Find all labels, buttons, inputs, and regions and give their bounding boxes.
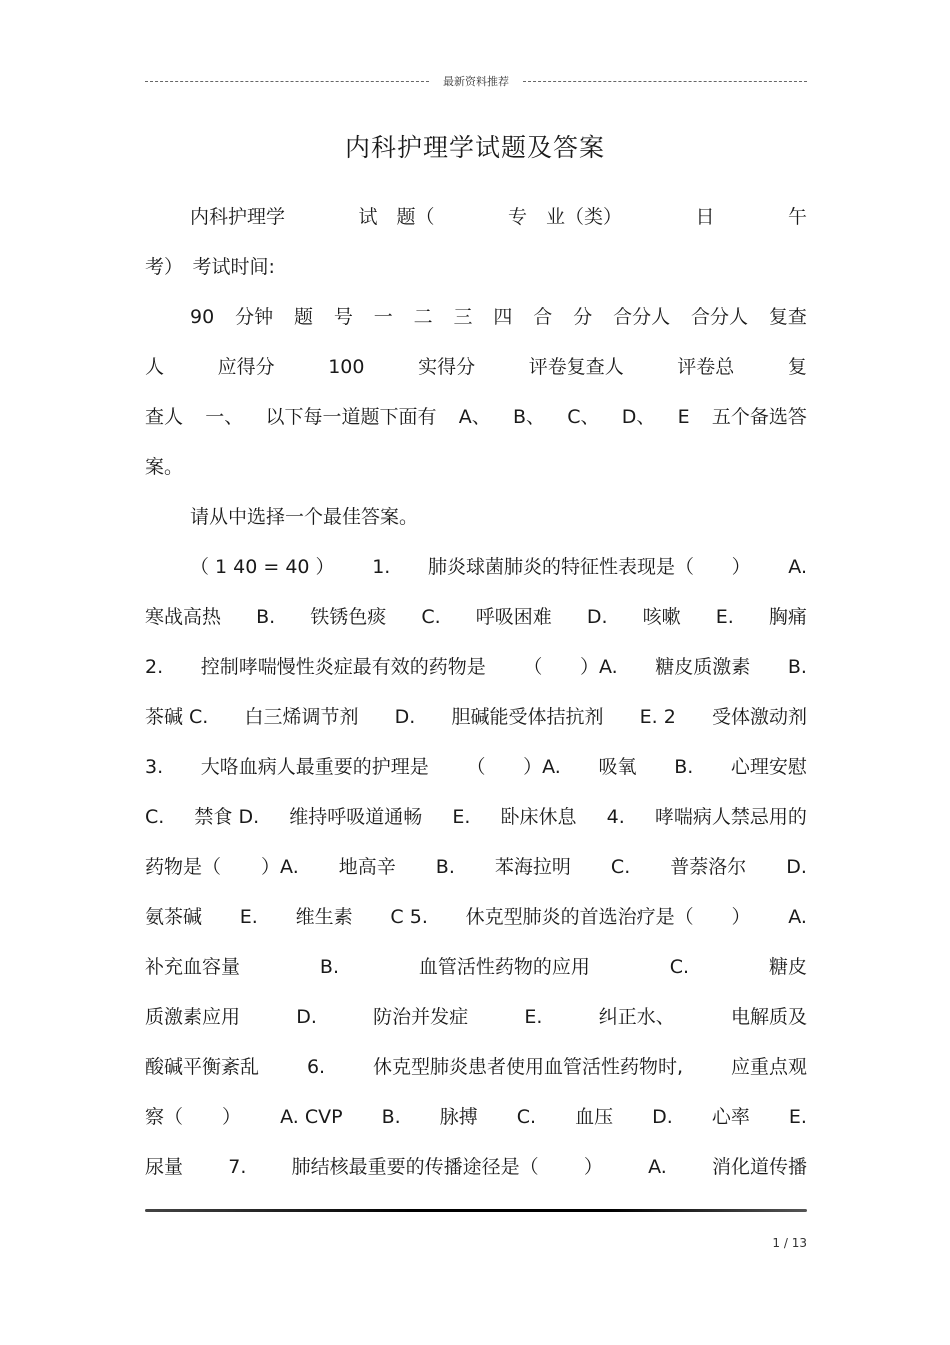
text-segment: 药物是（ <box>145 856 222 878</box>
text-segment: 控制哮喘慢性炎症最有效的药物是 <box>200 656 486 678</box>
text-segment: A、 <box>458 406 491 428</box>
text-segment: E. <box>239 906 258 928</box>
text-line <box>145 1142 807 1192</box>
text-segment: E. <box>524 1006 543 1028</box>
text-segment: 尿量 <box>145 1156 184 1178</box>
text-segment: C、 <box>567 406 600 428</box>
text-segment: ）A. <box>523 756 561 778</box>
text-segment: 吸氧 <box>598 756 637 778</box>
text-line <box>145 642 807 692</box>
header-text: 最新资料推荐 <box>443 75 509 88</box>
text-segment: 肺炎球菌肺炎的特征性表现是（ <box>427 556 694 578</box>
text-line <box>145 592 807 642</box>
text-segment: 心率 <box>711 1106 750 1128</box>
text-segment: 四 <box>493 306 513 328</box>
text-segment: D. <box>586 606 608 628</box>
text-segment: D. <box>786 856 807 878</box>
text-segment: 4. <box>606 806 625 828</box>
text-segment: 脉搏 <box>439 1106 478 1128</box>
text-segment: 补充血容量 <box>145 956 241 978</box>
text-segment: 号 <box>333 306 353 328</box>
text-line <box>145 242 807 292</box>
text-segment: 心理安慰 <box>730 756 807 778</box>
text-segment: 防治并发症 <box>373 1006 469 1028</box>
text-segment: 3. <box>145 756 164 778</box>
text-segment: 呼吸困难 <box>475 606 552 628</box>
text-segment: A. <box>788 906 807 928</box>
document-title: 内科护理学试题及答案 <box>344 133 605 162</box>
text-segment: C. <box>669 956 690 978</box>
text-segment: 休克型肺炎的首选治疗是（ <box>465 906 694 928</box>
text-segment: 休克型肺炎患者使用血管活性药物时, <box>373 1056 684 1078</box>
text-segment: 白三烯调节剂 <box>244 706 359 728</box>
text-segment: 合分人 <box>690 306 748 328</box>
text-segment: 纠正水、 <box>598 1006 675 1028</box>
text-segment: 1. <box>372 556 391 578</box>
text-segment: 题 <box>293 306 313 328</box>
text-segment: 苯海拉明 <box>494 856 571 878</box>
text-segment: 咳嗽 <box>642 606 681 628</box>
text-segment: ） <box>731 556 751 578</box>
text-segment: E. 2 <box>639 706 676 728</box>
text-segment: 6. <box>306 1056 326 1078</box>
text-segment: 应重点观 <box>730 1056 807 1078</box>
text-line <box>145 492 807 542</box>
text-segment: 普萘洛尔 <box>670 856 747 878</box>
text-segment: 专 业（类） <box>507 206 622 228</box>
text-segment: 质激素应用 <box>145 1006 241 1028</box>
text-segment: 糖皮质激素 <box>655 656 751 678</box>
text-segment: 消化道传播 <box>711 1156 807 1178</box>
text-line <box>145 192 807 242</box>
text-line <box>145 1042 807 1092</box>
text-segment: 地高辛 <box>338 856 396 878</box>
text-line <box>145 742 807 792</box>
text-segment: B. <box>381 1106 401 1128</box>
text-line <box>145 292 807 342</box>
text-segment: 哮喘病人禁忌用的 <box>654 806 807 828</box>
text-segment: B. <box>787 656 807 678</box>
page-number: 1 / 13 <box>772 1236 807 1250</box>
text-segment: C. <box>145 806 165 828</box>
header-dash-right <box>523 81 807 82</box>
text-segment: A. <box>648 1156 667 1178</box>
text-segment: 复 <box>787 356 807 378</box>
text-segment: C 5. <box>390 906 428 928</box>
text-segment: 卧床休息 <box>500 806 577 828</box>
header-dash-left <box>145 81 429 82</box>
text-segment: 血管活性药物的应用 <box>418 956 590 978</box>
text-line <box>145 892 807 942</box>
text-segment: D. <box>652 1106 673 1128</box>
text-segment: D. <box>296 1006 317 1028</box>
text-segment: 2. <box>145 656 164 678</box>
text-segment: 应得分 <box>217 356 275 378</box>
text-segment: 肺结核最重要的传播途径是（ <box>291 1156 539 1178</box>
text-segment: 酸碱平衡紊乱 <box>145 1056 260 1078</box>
text-segment: 察（ <box>145 1106 184 1128</box>
text-line <box>145 942 807 992</box>
text-segment: 大咯血病人最重要的护理是 <box>200 756 429 778</box>
text-segment: （ <box>523 656 543 678</box>
text-segment: 试 题（ <box>358 206 435 228</box>
text-segment: 合分人 <box>613 306 671 328</box>
exam-body-text <box>145 192 807 1192</box>
text-segment: E <box>677 406 690 428</box>
text-segment: 案。 <box>145 456 184 478</box>
text-segment: A. CVP <box>280 1106 343 1128</box>
text-line <box>145 342 807 392</box>
text-segment: 评卷总 <box>677 356 735 378</box>
text-segment: 寒战高热 <box>145 606 222 628</box>
text-line <box>145 542 807 592</box>
text-line <box>145 692 807 742</box>
text-segment: 分钟 <box>235 306 274 328</box>
text-segment: 茶碱 C. <box>145 706 209 728</box>
text-segment: B. <box>319 956 339 978</box>
footer-rule <box>145 1209 807 1212</box>
text-segment: ） <box>222 1106 242 1128</box>
text-segment: 禁食 D. <box>194 806 260 828</box>
text-segment: 胆碱能受体拮抗剂 <box>451 706 604 728</box>
text-segment: 血压 <box>575 1106 614 1128</box>
text-segment: 分 <box>573 306 593 328</box>
text-segment: ）A. <box>261 856 299 878</box>
text-segment: 日 <box>695 206 715 228</box>
text-segment: B. <box>256 606 276 628</box>
text-segment: D、 <box>621 406 656 428</box>
text-segment: E. <box>788 1106 807 1128</box>
text-segment: （ <box>466 756 486 778</box>
text-segment: 五个备选答 <box>711 406 807 428</box>
text-segment: 一、 <box>205 406 244 428</box>
text-segment: E. <box>715 606 734 628</box>
text-segment: 人 <box>145 356 165 378</box>
text-segment: D. <box>394 706 416 728</box>
text-segment: 胸痛 <box>768 606 807 628</box>
text-segment: 一 <box>373 306 393 328</box>
text-segment: 内科护理学 <box>190 206 286 228</box>
text-segment: ）A. <box>579 656 618 678</box>
text-segment: C. <box>421 606 441 628</box>
text-segment: 查人 <box>145 406 184 428</box>
text-segment: 以下每一道题下面有 <box>265 406 437 428</box>
text-line <box>145 842 807 892</box>
text-line <box>145 392 807 442</box>
text-segment: 考） 考试时间: <box>145 256 275 278</box>
text-segment: 电解质及 <box>730 1006 807 1028</box>
text-line <box>145 1092 807 1142</box>
text-segment: 评卷复查人 <box>528 356 624 378</box>
text-segment: 100 <box>328 356 365 378</box>
text-segment: 糖皮 <box>768 956 807 978</box>
text-segment: 受体激动剂 <box>711 706 807 728</box>
text-segment: 实得分 <box>418 356 476 378</box>
text-line <box>145 792 807 842</box>
text-segment: 复查 <box>768 306 807 328</box>
text-segment: 合 <box>533 306 553 328</box>
text-segment: 维生素 <box>295 906 353 928</box>
text-segment: （ 1 40 = 40 ） <box>190 556 335 578</box>
text-segment: 7. <box>228 1156 247 1178</box>
text-segment: B、 <box>512 406 546 428</box>
text-segment: 午 <box>787 206 807 228</box>
text-segment: 二 <box>413 306 433 328</box>
text-segment: ） <box>731 906 751 928</box>
text-segment: 请从中选择一个最佳答案。 <box>190 506 419 528</box>
text-segment: 90 <box>190 306 215 328</box>
text-segment: 氨茶碱 <box>145 906 203 928</box>
text-segment: B. <box>435 856 455 878</box>
text-segment: E. <box>452 806 471 828</box>
text-segment: C. <box>610 856 631 878</box>
text-segment: ） <box>583 1156 603 1178</box>
text-line <box>145 992 807 1042</box>
text-segment: 三 <box>453 306 473 328</box>
text-segment: 维持呼吸道通畅 <box>289 806 423 828</box>
text-segment: B. <box>674 756 694 778</box>
text-segment: 铁锈色痰 <box>310 606 387 628</box>
text-segment: C. <box>516 1106 537 1128</box>
text-segment: A. <box>788 556 807 578</box>
running-header <box>145 73 807 89</box>
text-line <box>145 442 807 492</box>
